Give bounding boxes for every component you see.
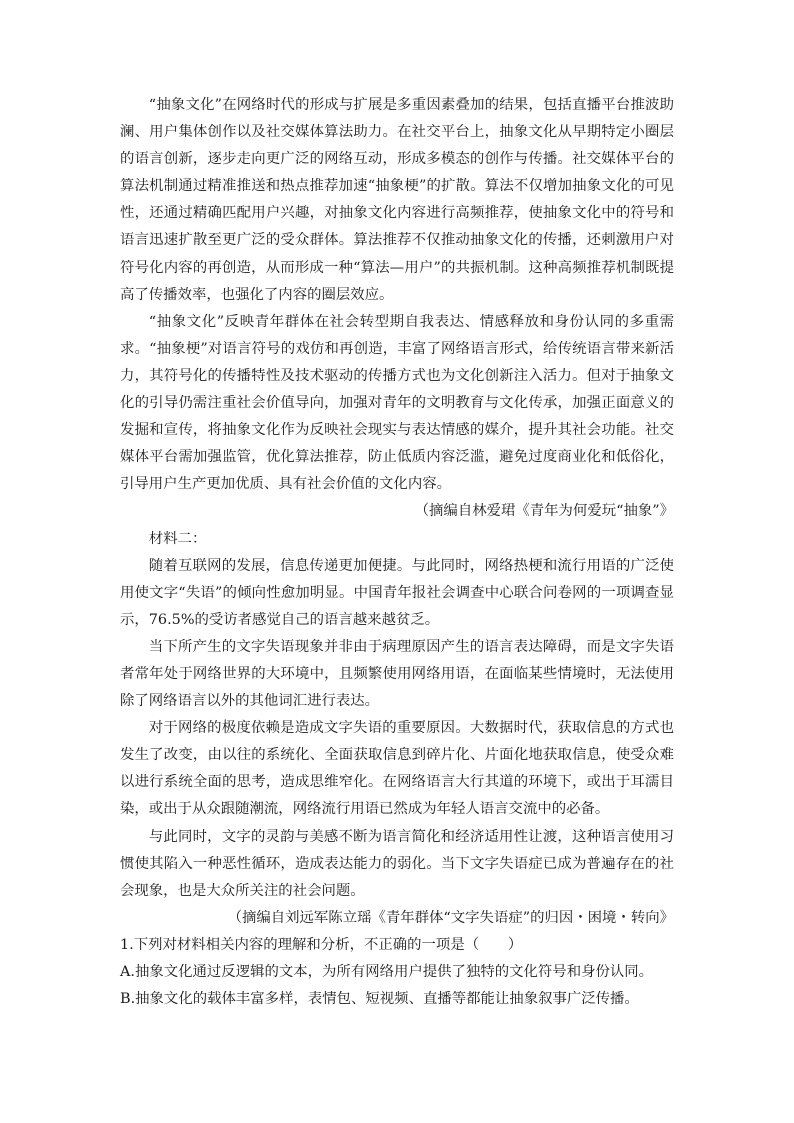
material2-paragraph-2: 当下所产生的文字失语现象并非由于病理原因产生的语言表达障碍，而是文字失语者常年处于网络世界的大环境中，且频繁使用网络用语，在面临某些情境时，无法使用除了网络语言以外的其他词汇进行表达。 [120,638,674,710]
material2-paragraph-3: 对于网络的极度依赖是造成文字失语的重要原因。大数据时代，获取信息的方式也发生了改变，由以往的系统化、全面获取信息到碎片化、片面化地获取信息，使受众难以进行系统全面的思考，造成思维窄化。在网络语言大行其道的环境下，或出于耳濡目染，或出于从众跟随潮流，网络流行用语已然成为年轻人语言交流中的必备。 [120,720,674,818]
material2-source: （摘编自刘远军陈立瑶《青年群体“文字失语症”的归因・困境・转向》 [227,909,674,926]
question-option-a: A.抽象文化通过反逻辑的文本，为所有网络用户提供了独特的文化符号和身份认同。 [120,964,654,980]
material2-label: 材料二： [148,530,207,547]
material1-paragraph-2: “抽象文化”反映青年群体在社会转型期自我表达、情感释放和身份认同的多重需求。“抽象梗”对语言符号的戏仿和再创造，丰富了网络语言形式，给传统语言带来新活力，其符号化的传播特性及技术驱动的传播方式也为文化创新注入活力。但对于抽象文化的引导仍需注重社会价值导向，加强对青年的文明教育与文化传承，加强正面意义的发掘和宣传，将抽象文化作为反映社会现实与表达情感的媒介，提升其社会功能。社交媒体平台需加强监管，优化算法推荐，防止低质内容泛滥，避免过度商业化和低俗化，引导用户生产更加优质、具有社会价值的文化内容。 [120,313,674,493]
material2-paragraph-1: 随着互联网的发展，信息传递更加便捷。与此同时，网络热梗和流行用语的广泛使用使文字“失语”的倾向性愈加明显。中国青年报社会调查中心联合问卷网的一项调查显示，76.5%的受访者感觉自己的语言越来越贫乏。 [120,557,674,628]
question-option-b: B.抽象文化的载体丰富多样，表情包、短视频、直播等都能让抽象叙事广泛传播。 [120,991,639,1008]
document-page [120,92,674,1013]
material2-paragraph-4: 与此同时，文字的灵韵与美感不断为语言简化和经济适用性让渡，这种语言使用习惯使其陷入一种恶性循环，造成表达能力的弱化。当下文字失语症已成为普遍存在的社会现象，也是大众所关注的社会问题。 [120,828,674,899]
material1-paragraph-1: “抽象文化”在网络时代的形成与扩展是多重因素叠加的结果，包括直播平台推波助澜、用户集体创作以及社交媒体算法助力。在社交平台上，抽象文化从早期特定小圈层的语言创新，逐步走向更广泛的网络互动，形成多模态的创作与传播。社交媒体平台的算法机制通过精准推送和热点推荐加速“抽象梗”的扩散。算法不仅增加抽象文化的可见性，还通过精确匹配用户兴趣，对抽象文化内容进行高频推荐，使抽象文化中的符号和语言迅速扩散至更广泛的受众群体。算法推荐不仅推动抽象文化的传播，还刺激用户对符号化内容的再创造，从而形成一种“算法—用户”的共振机制。这种高频推荐机制既提高了传播效率，也强化了内容的圈层效应。 [120,97,674,303]
material1-source: （摘编自林爱珺《青年为何爱玩“抽象”》 [414,503,674,520]
question-stem: 1.下列对材料相关内容的理解和分析，不正确的一项是（ ） [120,936,523,953]
